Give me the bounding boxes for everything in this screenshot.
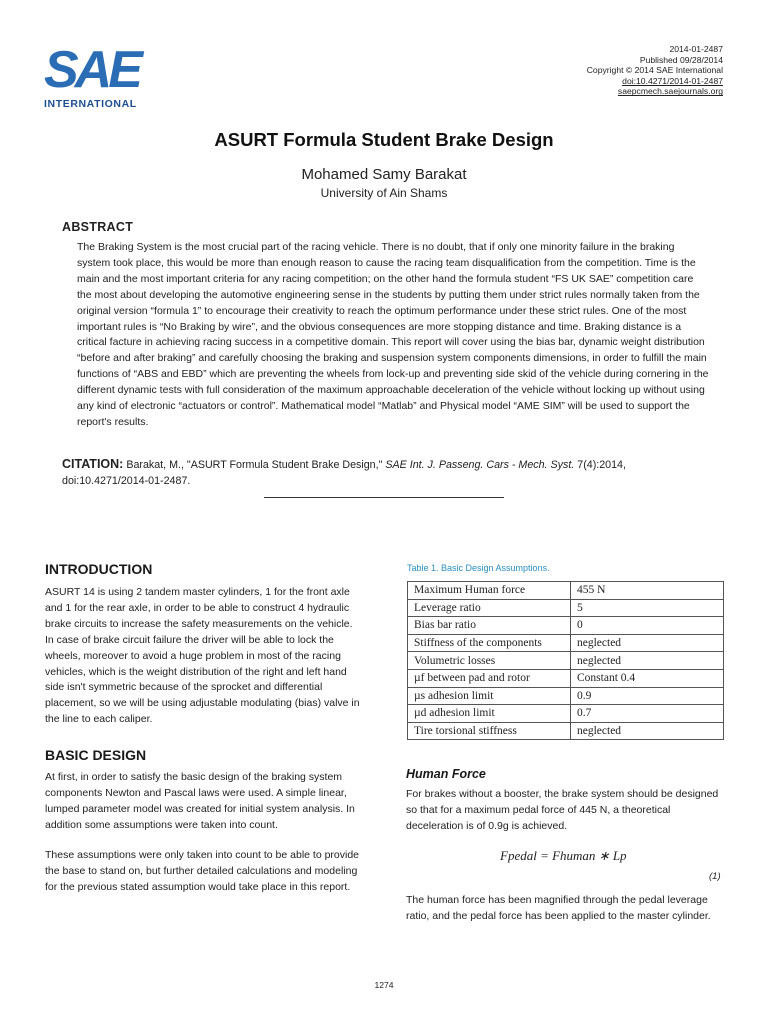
citation-volume: 7(4):2014, [577,459,626,471]
human-force-paragraph-2: The human force has been magnified through the pedal leverage ratio, and the pedal force has been applied to the master cylinder. [406,894,711,922]
table-cell: 0 [571,617,724,635]
table-row [408,687,724,705]
table-row [408,722,724,740]
table-row [408,705,724,723]
equation: Fpedal = Fhuman ∗ Lp [500,848,627,863]
abstract-body: The Braking System is the most crucial part of the racing vehicle. There is no doubt, that if only one minority failure in the braking system took place, this would be more than enough reason to cause the racing team disqualification from the competition. Time is the main and the most important criteria for any racing competition; on the other hand the formula student “FS UK SAE” competition care the most about developing the automotive engineering sense in the students by putting them under strict rules normally taken from the original version “formula 1” to encourage their creativity to reach the optimum performance under these strict rules. One of the most important rules is “No Braking by wire”, and the obvious consequences are more stopping distance and time. Braking distance is a critical facture in achieving racing success in a competitive domain. This report will cover using the bias bar, dynamic weight distribution “before and after braking” and carefully choosing the braking and suspension system components dimensions, in order to fulfill the main functions of “ABS and EBD” which are preventing the wheels from lock-up and preventing side skid of the vehicle during cornering in the different dynamic tests with full consideration of the maximum approachable deceleration of the vehicle without locking up without using any kind of electronic “actuators or control”. Mathematical model “Matlab” and Physical model “AME SIM” will be used to support the report's results. [77,241,709,428]
table-cell: µf between pad and rotor [408,669,571,687]
table-cell: µs adhesion limit [408,687,571,705]
human-force-paragraph-1: For brakes without a booster, the brake system should be designed so that for a maximum pedal force of 445 N, a theoretical deceleration is of 0.9g is achieved. [406,788,719,832]
doi-link[interactable]: doi:10.4271/2014-01-2487 [622,75,723,86]
table-cell: Maximum Human force [408,582,571,600]
table-cell: Leverage ratio [408,599,571,617]
author-affiliation: University of Ain Shams [320,186,448,200]
logo-mark: SAE [44,41,139,99]
paper-id: 2014-01-2487 [669,44,723,54]
table-caption: Table 1. Basic Design Assumptions. [407,563,550,573]
journal-site-link[interactable]: saepcmech.saejournals.org [617,86,723,97]
equation-number: (1) [709,871,721,882]
table-cell: µd adhesion limit [408,705,571,723]
human-force-heading: Human Force [406,767,486,781]
table-cell: neglected [571,634,724,652]
table-cell: 5 [571,599,724,617]
table-cell: neglected [571,652,724,670]
introduction-heading: INTRODUCTION [45,561,153,577]
introduction-body: ASURT 14 is using 2 tandem master cylinders, 1 for the front axle and 1 for the rear axle, in order to be able to construct 4 hydraulic brake circuits to increase the safety measurements on the vehicle. In case of brake circuit failure the driver will be able to lock the wheels, moreover to avoid a huge problem in most of the racing vehicles, which is the weight distribution of the right and left hand side isn't symmetric because of the sprocket and differential placement, so we will be using adjustable modulating (bias) valve in the line to each caliper. [45,586,360,726]
table-cell: 0.7 [571,705,724,723]
published-date: Published 09/28/2014 [639,54,723,65]
table-cell: Volumetric losses [408,652,571,670]
paper-title: ASURT Formula Student Brake Design [214,129,554,150]
abstract-heading: ABSTRACT [62,220,134,234]
table-cell: neglected [571,722,724,740]
design-assumptions-table [407,581,724,740]
table-cell: Bias bar ratio [408,617,571,635]
basic-design-paragraph-2: These assumptions were only taken into count to be able to provide the base to stand on, but further detailed calculations and modeling for the previous stated assumption would take place in this report. [45,849,360,893]
table-row [408,617,724,635]
page-number: 1274 [374,980,394,990]
copyright: Copyright © 2014 SAE International [586,65,723,76]
logo-subtitle: INTERNATIONAL [44,98,137,110]
table-row [408,599,724,617]
table-cell: 0.9 [571,687,724,705]
citation [62,457,722,489]
table-row [408,582,724,600]
section-divider [264,497,504,498]
author-name: Mohamed Samy Barakat [301,166,467,183]
table-cell: 455 N [571,582,724,600]
citation-journal: SAE Int. J. Passeng. Cars - Mech. Syst. [385,459,575,471]
basic-design-heading: BASIC DESIGN [45,747,147,763]
paper-meta [587,44,723,97]
basic-design-paragraph-1: At first, in order to satisfy the basic design of the braking system components Newton and Pascal laws were used. A simple linear, lumped parameter model was created for initial system analysis. In addition some assumptions were taken into count. [45,771,355,831]
table-row [408,652,724,670]
table-row [408,634,724,652]
citation-doi: doi:10.4271/2014-01-2487. [62,474,191,487]
citation-text: Barakat, M., "ASURT Formula Student Brake Design," [126,459,383,471]
table-cell: Stiffness of the components [408,634,571,652]
sae-logo [44,41,154,114]
table-cell: Tire torsional stiffness [408,722,571,740]
table-cell: Constant 0.4 [571,669,724,687]
table-row [408,669,724,687]
citation-label: CITATION: [62,457,124,471]
